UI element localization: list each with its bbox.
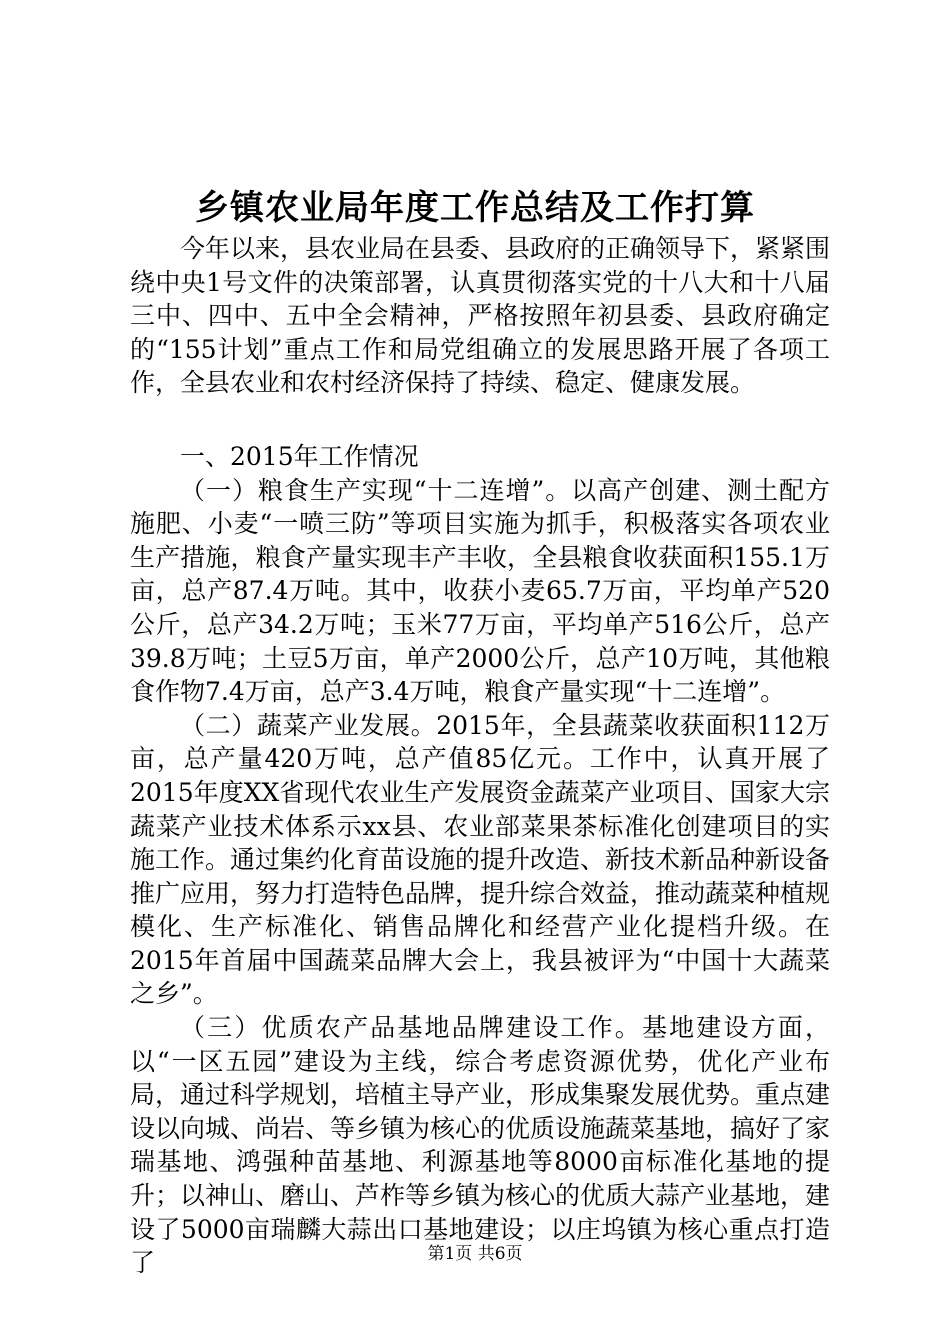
document-body: [130, 232, 830, 1280]
document-title: 乡镇农业局年度工作总结及工作打算: [195, 188, 755, 228]
intro-paragraph: 今年以来，县农业局在县委、县政府的正确领导下，紧紧围绕中央1号文件的决策部署，认真贯彻落实党的十八大和十八届三中、四中、五中全会精神，严格按照年初县委、县政府确定的“155计划”重点工作和局党组确立的发展思路开展了各项工作，全县农业和农村经济保持了持续、稳定、健康发展。: [130, 234, 831, 398]
paragraph-grain-production: （一）粮食生产实现“十二连增”。以高产创建、测土配方施肥、小麦“一喷三防”等项目实施为抓手，积极落实各项农业生产措施，粮食产量实现丰产丰收，全县粮食收获面积155.1万亩，总产87.4万吨。其中，收获小麦65.7万亩，平均单产520公斤，总产34.2万吨；玉米77万亩，平均单产516公斤，总产39.8万吨；土豆5万亩，单产2000公斤，总产10万吨，其他粮食作物7.4万亩，总产3.4万吨，粮食产量实现“十二连增”。: [130, 475, 830, 707]
paragraph-base-brand-building: （三）优质农产品基地品牌建设工作。基地建设方面，以“一区五园”建设为主线，综合考虑资源优势，优化产业布局，通过科学规划，培植主导产业，形成集聚发展优势。重点建设以向城、尚岩、等乡镇为核心的优质设施蔬菜基地，搞好了家瑞基地、鸿强种苗基地、利源基地等8000亩标准化基地的提升；以神山、磨山、芦柞等乡镇为核心的优质大蒜产业基地，建设了5000亩瑞麟大蒜出口基地建设；以庄坞镇为核心重点打造了: [130, 1013, 831, 1278]
section-heading: 一、2015年工作情况: [180, 441, 419, 471]
paragraph-vegetable-industry: （二）蔬菜产业发展。2015年，全县蔬菜收获面积112万亩，总产量420万吨，总产值85亿元。工作中，认真开展了2015年度XX省现代农业生产发展资金蔬菜产业项目、国家大宗蔬菜产业技术体系示xx县、农业部菜果茶标准化创建项目的实施工作。通过集约化育苗设施的提升改造、新技术新品种新设备推广应用，努力打造特色品牌，提升综合效益，推动蔬菜种植规模化、生产标准化、销售品牌化和经营产业化提档升级。在2015年首届中国蔬菜品牌大会上，我县被评为“中国十大蔬菜之乡”。: [130, 710, 831, 1009]
page-number-footer: 第1页 共6页: [427, 1244, 523, 1264]
